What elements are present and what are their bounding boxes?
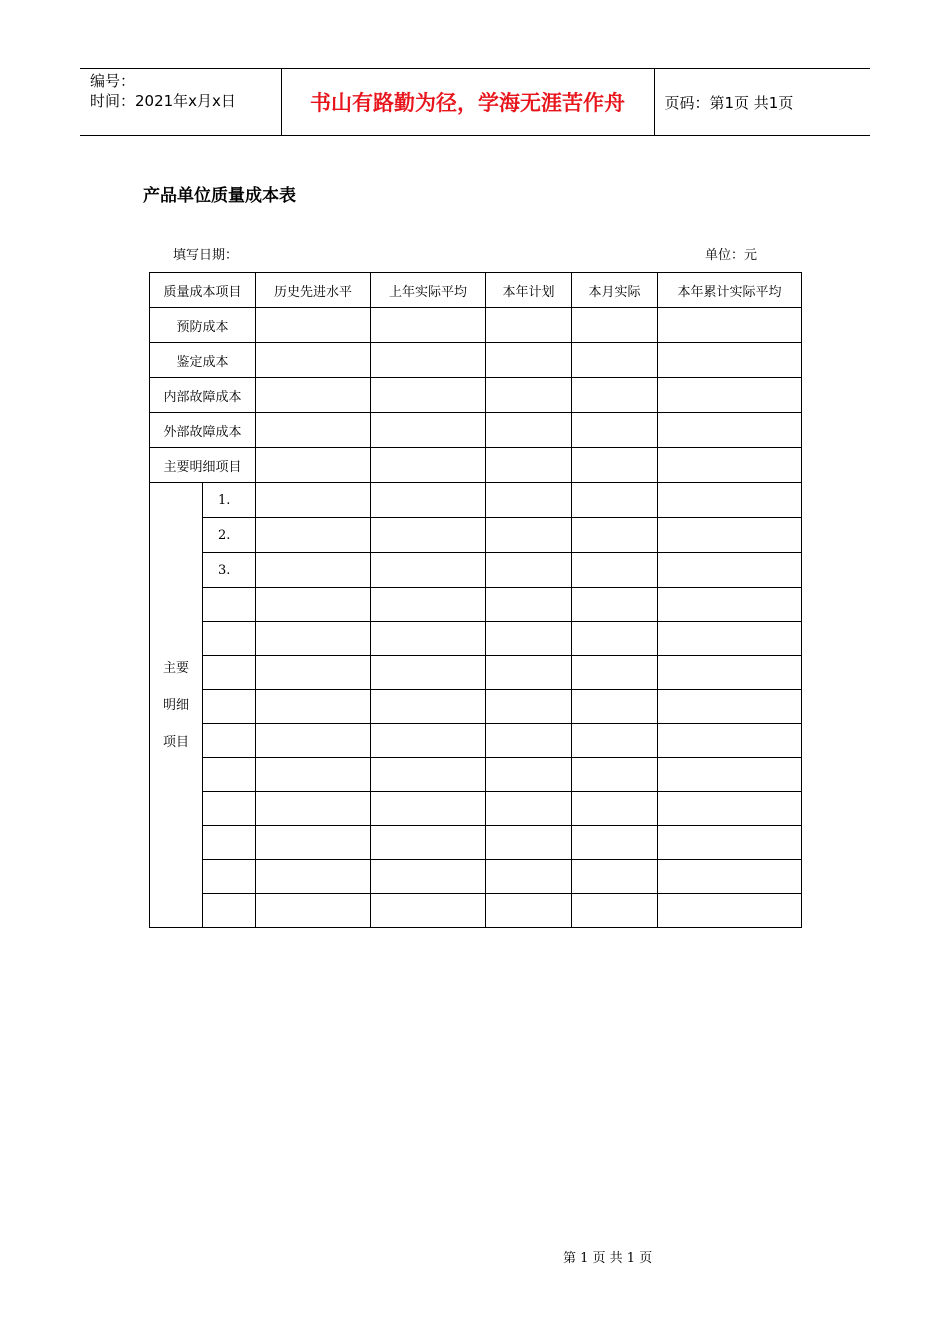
table-cell — [371, 343, 486, 378]
header-meta — [80, 69, 281, 136]
table-cell — [371, 656, 486, 690]
table-cell — [256, 860, 371, 894]
row-label: 预防成本 — [150, 308, 256, 343]
table-cell — [486, 622, 572, 656]
table-cell — [572, 860, 658, 894]
table-cell — [572, 792, 658, 826]
column-header: 上年实际平均 — [371, 273, 486, 308]
table-cell — [658, 553, 802, 588]
detail-number — [203, 690, 256, 724]
table-cell — [371, 792, 486, 826]
detail-number — [203, 826, 256, 860]
detail-group-label — [150, 483, 203, 928]
detail-row — [150, 860, 802, 894]
table-cell — [371, 308, 486, 343]
column-header: 本年计划 — [486, 273, 572, 308]
table-cell — [256, 518, 371, 553]
detail-row — [150, 656, 802, 690]
table-cell — [658, 622, 802, 656]
table-cell — [486, 860, 572, 894]
table-cell — [256, 343, 371, 378]
table-cell — [371, 758, 486, 792]
header-motto-cell — [281, 69, 654, 136]
table-cell — [658, 308, 802, 343]
table-cell — [658, 690, 802, 724]
detail-number — [203, 792, 256, 826]
table-cell — [256, 656, 371, 690]
detail-row — [150, 792, 802, 826]
detail-group-label-line: 明细 — [162, 697, 189, 713]
table-cell — [658, 724, 802, 758]
table-cell — [572, 724, 658, 758]
table-cell — [371, 553, 486, 588]
table-cell — [572, 826, 658, 860]
table-cell — [658, 413, 802, 448]
table-cell — [658, 860, 802, 894]
table-cell — [256, 588, 371, 622]
page-footer: 第 1 页 共 1 页 — [563, 1251, 653, 1266]
table-cell — [371, 378, 486, 413]
table-cell — [572, 448, 658, 483]
detail-number: 1. — [203, 483, 256, 518]
detail-row — [150, 518, 802, 553]
column-header: 本年累计实际平均 — [658, 273, 802, 308]
table-cell — [486, 690, 572, 724]
row-label: 鉴定成本 — [150, 343, 256, 378]
table-cell — [486, 588, 572, 622]
table-cell — [371, 518, 486, 553]
table-cell — [371, 413, 486, 448]
table-cell — [486, 448, 572, 483]
row-label: 内部故障成本 — [150, 378, 256, 413]
detail-number — [203, 860, 256, 894]
table-cell — [486, 826, 572, 860]
table-row — [150, 343, 802, 378]
table-cell — [572, 553, 658, 588]
detail-number — [203, 588, 256, 622]
table-cell — [486, 343, 572, 378]
fill-date-label: 填写日期： — [173, 248, 239, 263]
column-header: 质量成本项目 — [150, 273, 256, 308]
table-cell — [572, 894, 658, 928]
table-cell — [256, 724, 371, 758]
table-cell — [371, 448, 486, 483]
table-cell — [572, 588, 658, 622]
table-cell — [572, 758, 658, 792]
table-cell — [486, 792, 572, 826]
table-cell — [371, 894, 486, 928]
detail-row — [150, 553, 802, 588]
table-cell — [572, 343, 658, 378]
table-cell — [658, 343, 802, 378]
table-cell — [486, 656, 572, 690]
column-header: 本月实际 — [572, 273, 658, 308]
table-cell — [486, 518, 572, 553]
detail-number — [203, 724, 256, 758]
table-cell — [658, 656, 802, 690]
table-cell — [256, 758, 371, 792]
row-label: 主要明细项目 — [150, 448, 256, 483]
table-cell — [256, 690, 371, 724]
table-cell — [256, 378, 371, 413]
table-cell — [256, 792, 371, 826]
table-cell — [256, 826, 371, 860]
detail-number — [203, 656, 256, 690]
detail-row — [150, 622, 802, 656]
table-row — [150, 413, 802, 448]
table-cell — [486, 378, 572, 413]
table-cell — [658, 518, 802, 553]
quality-cost-table — [149, 272, 802, 928]
table-cell — [256, 483, 371, 518]
detail-row — [150, 690, 802, 724]
unit-label: 单位：元 — [705, 248, 758, 263]
detail-number: 2. — [203, 518, 256, 553]
table-cell — [658, 826, 802, 860]
detail-number — [203, 622, 256, 656]
table-cell — [658, 894, 802, 928]
table-cell — [486, 308, 572, 343]
table-row — [150, 308, 802, 343]
table-cell — [486, 413, 572, 448]
table-cell — [658, 792, 802, 826]
detail-row — [150, 483, 802, 518]
table-cell — [256, 622, 371, 656]
table-cell — [371, 724, 486, 758]
table-cell — [658, 448, 802, 483]
detail-row — [150, 758, 802, 792]
detail-row — [150, 826, 802, 860]
table-cell — [371, 826, 486, 860]
table-cell — [572, 656, 658, 690]
table-cell — [572, 690, 658, 724]
header-page-info: 页码：第1页 共1页 — [654, 69, 870, 136]
detail-group-label-line: 项目 — [162, 734, 189, 750]
detail-row — [150, 894, 802, 928]
table-cell — [486, 553, 572, 588]
table-cell — [572, 308, 658, 343]
table-cell — [572, 518, 658, 553]
table-cell — [572, 378, 658, 413]
table-cell — [256, 553, 371, 588]
table-cell — [658, 588, 802, 622]
table-cell — [371, 860, 486, 894]
table-cell — [486, 724, 572, 758]
row-label: 外部故障成本 — [150, 413, 256, 448]
column-header: 历史先进水平 — [256, 273, 371, 308]
table-cell — [256, 894, 371, 928]
table-cell — [572, 622, 658, 656]
table-cell — [371, 622, 486, 656]
page-header — [80, 68, 870, 136]
table-cell — [658, 758, 802, 792]
table-cell — [572, 483, 658, 518]
table-cell — [256, 413, 371, 448]
table-cell — [658, 483, 802, 518]
table-cell — [371, 588, 486, 622]
document-title: 产品单位质量成本表 — [143, 186, 296, 206]
table-cell — [371, 483, 486, 518]
detail-number: 3. — [203, 553, 256, 588]
time-label: 时间：2021年x月x日 — [90, 92, 236, 110]
table-cell — [572, 413, 658, 448]
header-motto: 书山有路勤为径，学海无涯苦作舟 — [310, 91, 625, 115]
table-cell — [486, 894, 572, 928]
table-cell — [658, 378, 802, 413]
table-cell — [486, 483, 572, 518]
table-cell — [256, 448, 371, 483]
table-row — [150, 448, 802, 483]
table-cell — [256, 308, 371, 343]
detail-number — [203, 758, 256, 792]
detail-group-label-line: 主要 — [162, 660, 189, 676]
table-header-row — [150, 273, 802, 308]
code-label: 编号： — [90, 72, 136, 90]
table-row — [150, 378, 802, 413]
detail-row — [150, 724, 802, 758]
table-cell — [486, 758, 572, 792]
detail-row — [150, 588, 802, 622]
detail-number — [203, 894, 256, 928]
table-cell — [371, 690, 486, 724]
